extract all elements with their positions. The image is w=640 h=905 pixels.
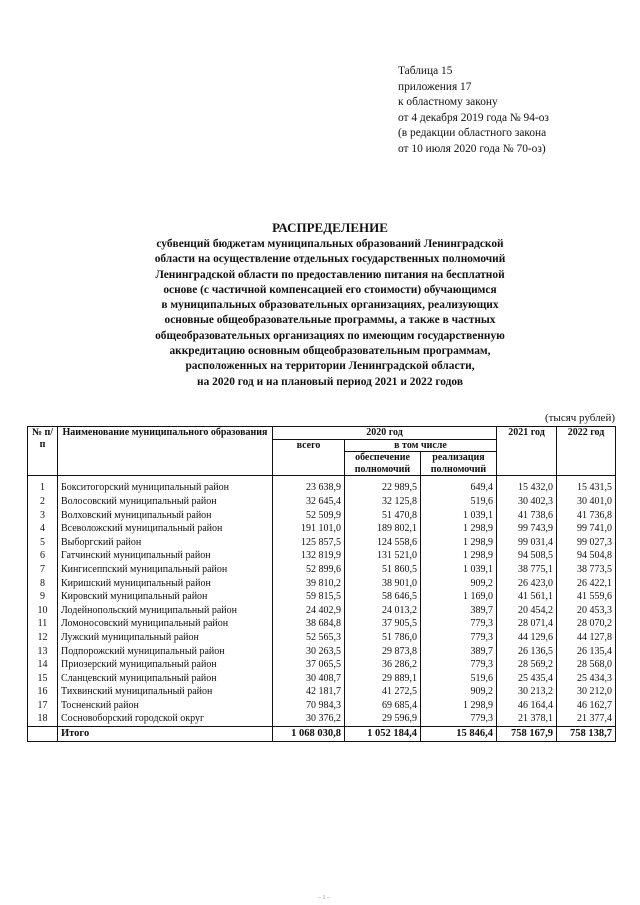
row-2022: 41 736,8 (557, 509, 616, 523)
row-2021: 26 423,0 (497, 577, 557, 591)
col-header-provision: обеспечение полномочий (345, 452, 421, 476)
row-number: 18 (28, 712, 58, 726)
row-2021: 20 454,2 (497, 604, 557, 618)
distribution-table (27, 426, 616, 742)
col-header-2021: 2021 год (497, 427, 557, 476)
table-row (28, 631, 616, 645)
title-line: в муниципальных образовательных организациях, реализующих (161, 299, 499, 312)
row-municipality-name: Тихвинский муниципальный район (58, 685, 273, 699)
row-2020-provision: 29 596,9 (345, 712, 421, 726)
row-number: 7 (28, 563, 58, 577)
row-2020-total: 52 565,3 (273, 631, 345, 645)
row-2021: 25 435,4 (497, 672, 557, 686)
row-2020-implementation: 1 039,1 (421, 509, 497, 523)
row-municipality-name: Приозерский муниципальный район (58, 658, 273, 672)
row-2020-provision: 51 860,5 (345, 563, 421, 577)
row-2020-total: 42 181,7 (273, 685, 345, 699)
row-2021: 99 743,9 (497, 522, 557, 536)
row-municipality-name: Бокситогорский муниципальный район (58, 476, 273, 495)
row-municipality-name: Лодейнопольский муниципальный район (58, 604, 273, 618)
total-2022: 758 138,7 (557, 727, 616, 742)
row-2020-implementation: 389,7 (421, 645, 497, 659)
row-2020-implementation: 779,3 (421, 617, 497, 631)
row-2020-provision: 22 989,5 (345, 476, 421, 495)
row-number: 12 (28, 631, 58, 645)
title-line: основе (с частичной компенсацией его стоимости) обучающимся (163, 283, 497, 296)
note-line: от 4 декабря 2019 года № 94-оз (398, 111, 549, 124)
row-number: 3 (28, 509, 58, 523)
table-row (28, 699, 616, 713)
row-municipality-name: Ломоносовский муниципальный район (58, 617, 273, 631)
row-number: 6 (28, 549, 58, 563)
table-row (28, 685, 616, 699)
total-2020-implementation: 15 846,4 (421, 727, 497, 742)
row-2020-implementation: 389,7 (421, 604, 497, 618)
row-number: 13 (28, 645, 58, 659)
table-reference-note (398, 64, 549, 158)
row-2021: 26 136,5 (497, 645, 557, 659)
row-2022: 30 401,0 (557, 495, 616, 509)
row-2021: 44 129,6 (497, 631, 557, 645)
row-2021: 30 402,3 (497, 495, 557, 509)
col-header-2020: 2020 год (273, 427, 497, 440)
row-municipality-name: Сосновоборский городской округ (58, 712, 273, 726)
row-2020-implementation: 519,6 (421, 495, 497, 509)
row-municipality-name: Подпорожский муниципальный район (58, 645, 273, 659)
row-2020-total: 37 065,5 (273, 658, 345, 672)
row-2021: 94 508,5 (497, 549, 557, 563)
row-2022: 21 377,4 (557, 712, 616, 726)
row-number: 10 (28, 604, 58, 618)
row-2020-implementation: 1 298,9 (421, 522, 497, 536)
row-2020-implementation: 779,3 (421, 712, 497, 726)
row-municipality-name: Волосовский муниципальный район (58, 495, 273, 509)
col-header-2022: 2022 год (557, 427, 616, 476)
units-label: (тысяч рублей) (544, 412, 615, 424)
total-row (28, 727, 616, 742)
row-2021: 30 213,2 (497, 685, 557, 699)
row-number: 5 (28, 536, 58, 550)
row-2020-total: 38 684,8 (273, 617, 345, 631)
row-2020-provision: 41 272,5 (345, 685, 421, 699)
row-2022: 20 453,3 (557, 604, 616, 618)
row-2022: 15 431,5 (557, 476, 616, 495)
total-2021: 758 167,9 (497, 727, 557, 742)
table-row (28, 549, 616, 563)
row-2021: 38 775,1 (497, 563, 557, 577)
row-2022: 30 212,0 (557, 685, 616, 699)
row-number: 17 (28, 699, 58, 713)
row-2020-total: 30 376,2 (273, 712, 345, 726)
row-municipality-name: Лужский муниципальный район (58, 631, 273, 645)
row-2020-implementation: 909,2 (421, 577, 497, 591)
row-2020-implementation: 1 298,9 (421, 699, 497, 713)
row-2020-total: 30 408,7 (273, 672, 345, 686)
row-2021: 41 738,6 (497, 509, 557, 523)
row-2020-provision: 38 901,0 (345, 577, 421, 591)
row-municipality-name: Кингисеппский муниципальный район (58, 563, 273, 577)
table-row (28, 672, 616, 686)
row-2022: 28 568,0 (557, 658, 616, 672)
row-2022: 38 773,5 (557, 563, 616, 577)
row-2022: 26 135,4 (557, 645, 616, 659)
table-row (28, 645, 616, 659)
row-2020-provision: 189 802,1 (345, 522, 421, 536)
row-2020-total: 52 899,6 (273, 563, 345, 577)
row-number: 9 (28, 590, 58, 604)
row-2021: 21 378,1 (497, 712, 557, 726)
row-number: 15 (28, 672, 58, 686)
row-2020-provision: 37 905,5 (345, 617, 421, 631)
table-row (28, 476, 616, 495)
note-line: к областному закону (398, 96, 498, 109)
row-2020-implementation: 649,4 (421, 476, 497, 495)
row-2020-implementation: 779,3 (421, 631, 497, 645)
table-row (28, 522, 616, 536)
document-title (90, 220, 570, 390)
row-municipality-name: Киришский муниципальный район (58, 577, 273, 591)
row-2020-provision: 51 470,8 (345, 509, 421, 523)
row-2020-implementation: 1 298,9 (421, 536, 497, 550)
row-2022: 99 741,0 (557, 522, 616, 536)
col-header-num: № п/п (28, 427, 58, 476)
row-2020-implementation: 1 298,9 (421, 549, 497, 563)
row-2020-provision: 124 558,6 (345, 536, 421, 550)
row-2021: 41 561,1 (497, 590, 557, 604)
row-number: 8 (28, 577, 58, 591)
table-row (28, 563, 616, 577)
row-2022: 26 422,1 (557, 577, 616, 591)
title-line: основные общеобразовательные программы, а также в частных (164, 314, 496, 327)
col-header-including: в том числе (345, 439, 497, 452)
row-number: 4 (28, 522, 58, 536)
table-body (28, 476, 616, 727)
row-2020-implementation: 1 039,1 (421, 563, 497, 577)
row-2020-provision: 69 685,4 (345, 699, 421, 713)
row-2020-total: 24 402,9 (273, 604, 345, 618)
title-line: на 2020 год и на плановый период 2021 и 2022 годов (197, 375, 463, 388)
row-municipality-name: Волховский муниципальный район (58, 509, 273, 523)
title-line: субвенций бюджетам муниципальных образований Ленинградской (156, 238, 504, 250)
row-municipality-name: Тосненский район (58, 699, 273, 713)
row-2020-provision: 29 873,8 (345, 645, 421, 659)
row-2021: 99 031,4 (497, 536, 557, 550)
table-row (28, 495, 616, 509)
row-municipality-name: Всеволожский муниципальный район (58, 522, 273, 536)
row-number: 1 (28, 476, 58, 495)
title-line: области на осуществление отдельных государственных полномочий (154, 253, 506, 266)
row-2020-implementation: 1 169,0 (421, 590, 497, 604)
note-line: Таблица 15 (398, 65, 453, 77)
row-2022: 41 559,6 (557, 590, 616, 604)
note-line: приложения 17 (398, 80, 472, 93)
row-2022: 94 504,8 (557, 549, 616, 563)
col-header-total: всего (273, 439, 345, 476)
row-2022: 44 127,8 (557, 631, 616, 645)
row-2020-total: 23 638,9 (273, 476, 345, 495)
col-header-name: Наименование муниципального образования (58, 427, 273, 476)
row-2020-total: 70 984,3 (273, 699, 345, 713)
total-2020-all: 1 068 030,8 (273, 727, 345, 742)
row-2020-provision: 29 889,1 (345, 672, 421, 686)
table-row (28, 590, 616, 604)
row-municipality-name: Сланцевский муниципальный район (58, 672, 273, 686)
table-row (28, 509, 616, 523)
row-number: 2 (28, 495, 58, 509)
title-line: аккредитацию основным общеобразовательным программам, (169, 345, 491, 358)
note-line: от 10 июля 2020 года № 70-оз) (398, 142, 546, 155)
row-2020-implementation: 779,3 (421, 658, 497, 672)
title-line: расположенных на территории Ленинградской области, (185, 360, 475, 373)
row-2020-provision: 131 521,0 (345, 549, 421, 563)
row-2020-total: 59 815,5 (273, 590, 345, 604)
row-2020-total: 132 819,9 (273, 549, 345, 563)
row-2020-provision: 51 786,0 (345, 631, 421, 645)
row-municipality-name: Гатчинский муниципальный район (58, 549, 273, 563)
row-number: 11 (28, 617, 58, 631)
row-2020-total: 30 263,5 (273, 645, 345, 659)
table-row (28, 577, 616, 591)
table-row (28, 658, 616, 672)
row-2022: 28 070,2 (557, 617, 616, 631)
row-2022: 46 162,7 (557, 699, 616, 713)
row-2021: 28 569,2 (497, 658, 557, 672)
row-municipality-name: Выборгский район (58, 536, 273, 550)
row-2020-total: 125 857,5 (273, 536, 345, 550)
table-row (28, 617, 616, 631)
table-row (28, 712, 616, 726)
row-2020-total: 39 810,2 (273, 577, 345, 591)
page-number: – 1 – (318, 895, 330, 901)
row-2020-provision: 36 286,2 (345, 658, 421, 672)
row-number: 14 (28, 658, 58, 672)
total-2020-provision: 1 052 184,4 (345, 727, 421, 742)
row-2020-provision: 58 646,5 (345, 590, 421, 604)
row-2020-total: 191 101,0 (273, 522, 345, 536)
row-2020-implementation: 909,2 (421, 685, 497, 699)
title-heading: РАСПРЕДЕЛЕНИЕ (272, 220, 388, 235)
note-line: (в редакции областного закона (398, 127, 547, 140)
row-2020-provision: 32 125,8 (345, 495, 421, 509)
title-line: Ленинградской области по предоставлению питания на бесплатной (155, 268, 505, 281)
row-2020-provision: 24 013,2 (345, 604, 421, 618)
row-2022: 25 434,3 (557, 672, 616, 686)
row-municipality-name: Кировский муниципальный район (58, 590, 273, 604)
row-2021: 28 071,4 (497, 617, 557, 631)
row-2021: 15 432,0 (497, 476, 557, 495)
col-header-implementation: реализация полномочий (421, 452, 497, 476)
row-2021: 46 164,4 (497, 699, 557, 713)
total-label: Итого (58, 727, 273, 742)
row-2020-implementation: 519,6 (421, 672, 497, 686)
row-number: 16 (28, 685, 58, 699)
row-2020-total: 52 509,9 (273, 509, 345, 523)
table-row (28, 604, 616, 618)
table-row (28, 536, 616, 550)
title-line: общеобразовательных организациях по имеющим государственную (155, 329, 505, 342)
row-2020-total: 32 645,4 (273, 495, 345, 509)
row-2022: 99 027,3 (557, 536, 616, 550)
